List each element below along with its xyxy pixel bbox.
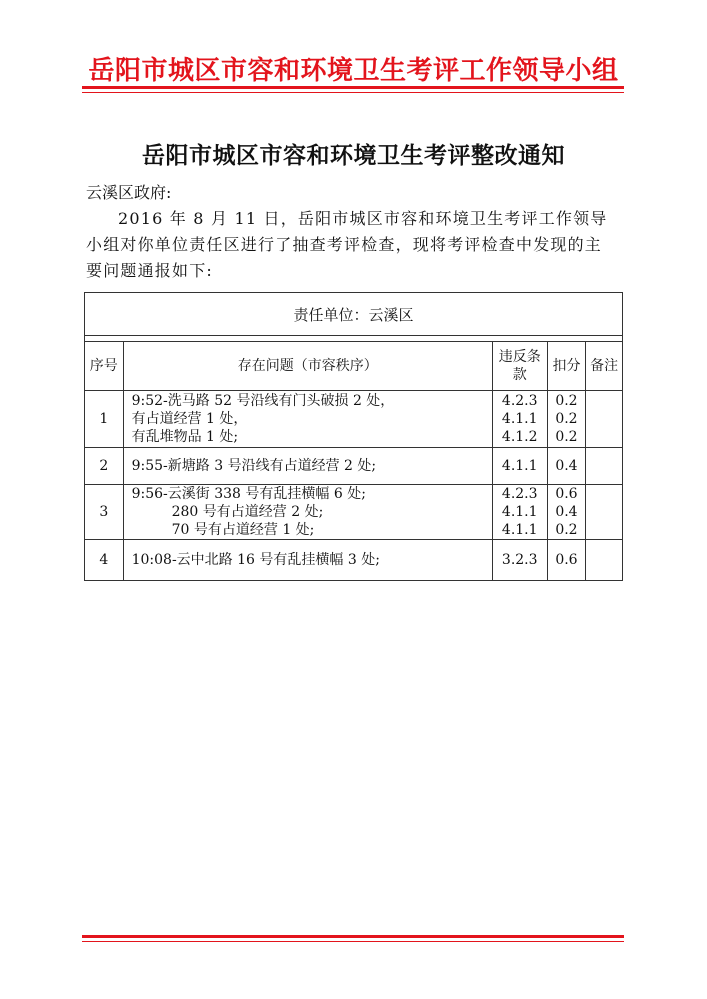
row-problem [123, 540, 492, 581]
document-title: 岳阳市城区市容和环境卫生考评整改通知 [142, 142, 565, 169]
score-value: 0.2 [555, 429, 578, 445]
row-note [586, 540, 623, 581]
clause-value: 3.2.3 [501, 552, 538, 568]
row-seq: 2 [85, 448, 124, 485]
row-clause [492, 540, 547, 581]
addressee: 云溪区政府: [86, 183, 172, 202]
header-note: 备注 [586, 342, 623, 391]
clause-value: 4.2.3 [501, 486, 538, 502]
score-value: 0.2 [555, 522, 578, 538]
footer-rule-thin [82, 941, 624, 942]
score-value: 0.4 [555, 458, 578, 474]
row-problem [123, 485, 492, 540]
problem-line: 280 号有占道经营 2 处; [171, 504, 324, 520]
header-problem: 存在问题（市容秩序） [123, 342, 492, 391]
problem-line: 9:52-洗马路 52 号沿线有门头破损 2 处， [131, 393, 395, 409]
row-problem [123, 391, 492, 448]
header-seq: 序号 [85, 342, 124, 391]
problem-line: 70 号有占道经营 1 处; [171, 522, 315, 538]
row-score [547, 485, 586, 540]
row-clause [492, 391, 547, 448]
row-note [586, 485, 623, 540]
score-value: 0.4 [555, 504, 578, 520]
organization-header: 岳阳市城区市容和环境卫生考评工作领导小组 [88, 56, 619, 86]
clause-value: 4.2.3 [501, 393, 538, 409]
row-seq: 4 [85, 540, 124, 581]
clause-value: 4.1.1 [501, 411, 538, 427]
table-row [85, 540, 623, 581]
score-value: 0.2 [555, 393, 578, 409]
header-score: 扣分 [547, 342, 586, 391]
issues-table [84, 292, 623, 581]
table-row [85, 448, 623, 485]
score-value: 0.2 [555, 411, 578, 427]
row-seq: 3 [85, 485, 124, 540]
score-value: 0.6 [555, 552, 578, 568]
notice-body: 2016 年 8 月 11 日，岳阳市城区市容和环境卫生考评工作领导小组对你单位责任区进行了抽查考评检查，现将考评检查中发现的主要问题通报如下: [86, 209, 608, 280]
row-score [547, 540, 586, 581]
table-row [85, 391, 623, 448]
problem-line: 9:55-新塘路 3 号沿线有占道经营 2 处; [131, 458, 377, 474]
row-score [547, 448, 586, 485]
clause-value: 4.1.1 [501, 458, 538, 474]
problem-line: 有乱堆物品 1 处; [131, 429, 239, 445]
row-problem [123, 448, 492, 485]
row-note [586, 391, 623, 448]
score-value: 0.6 [555, 486, 578, 502]
row-note [586, 448, 623, 485]
footer-rule-thick [82, 935, 624, 938]
problem-line: 10:08-云中北路 16 号有乱挂横幅 3 处; [131, 552, 380, 568]
responsible-unit-row [85, 293, 623, 336]
row-clause [492, 485, 547, 540]
responsible-unit: 责任单位：云溪区 [85, 293, 623, 336]
table-row [85, 485, 623, 540]
header-rule-thin [82, 92, 624, 93]
header-clause: 违反条款 [492, 342, 547, 391]
table-header-row [85, 342, 623, 391]
problem-line: 有占道经营 1 处， [131, 411, 248, 427]
clause-value: 4.1.1 [501, 504, 538, 520]
clause-value: 4.1.1 [501, 522, 538, 538]
header-rule-thick [82, 86, 624, 89]
row-seq: 1 [85, 391, 124, 448]
row-score [547, 391, 586, 448]
problem-line: 9:56-云溪街 338 号有乱挂横幅 6 处; [131, 486, 366, 502]
clause-value: 4.1.2 [501, 429, 538, 445]
row-clause [492, 448, 547, 485]
